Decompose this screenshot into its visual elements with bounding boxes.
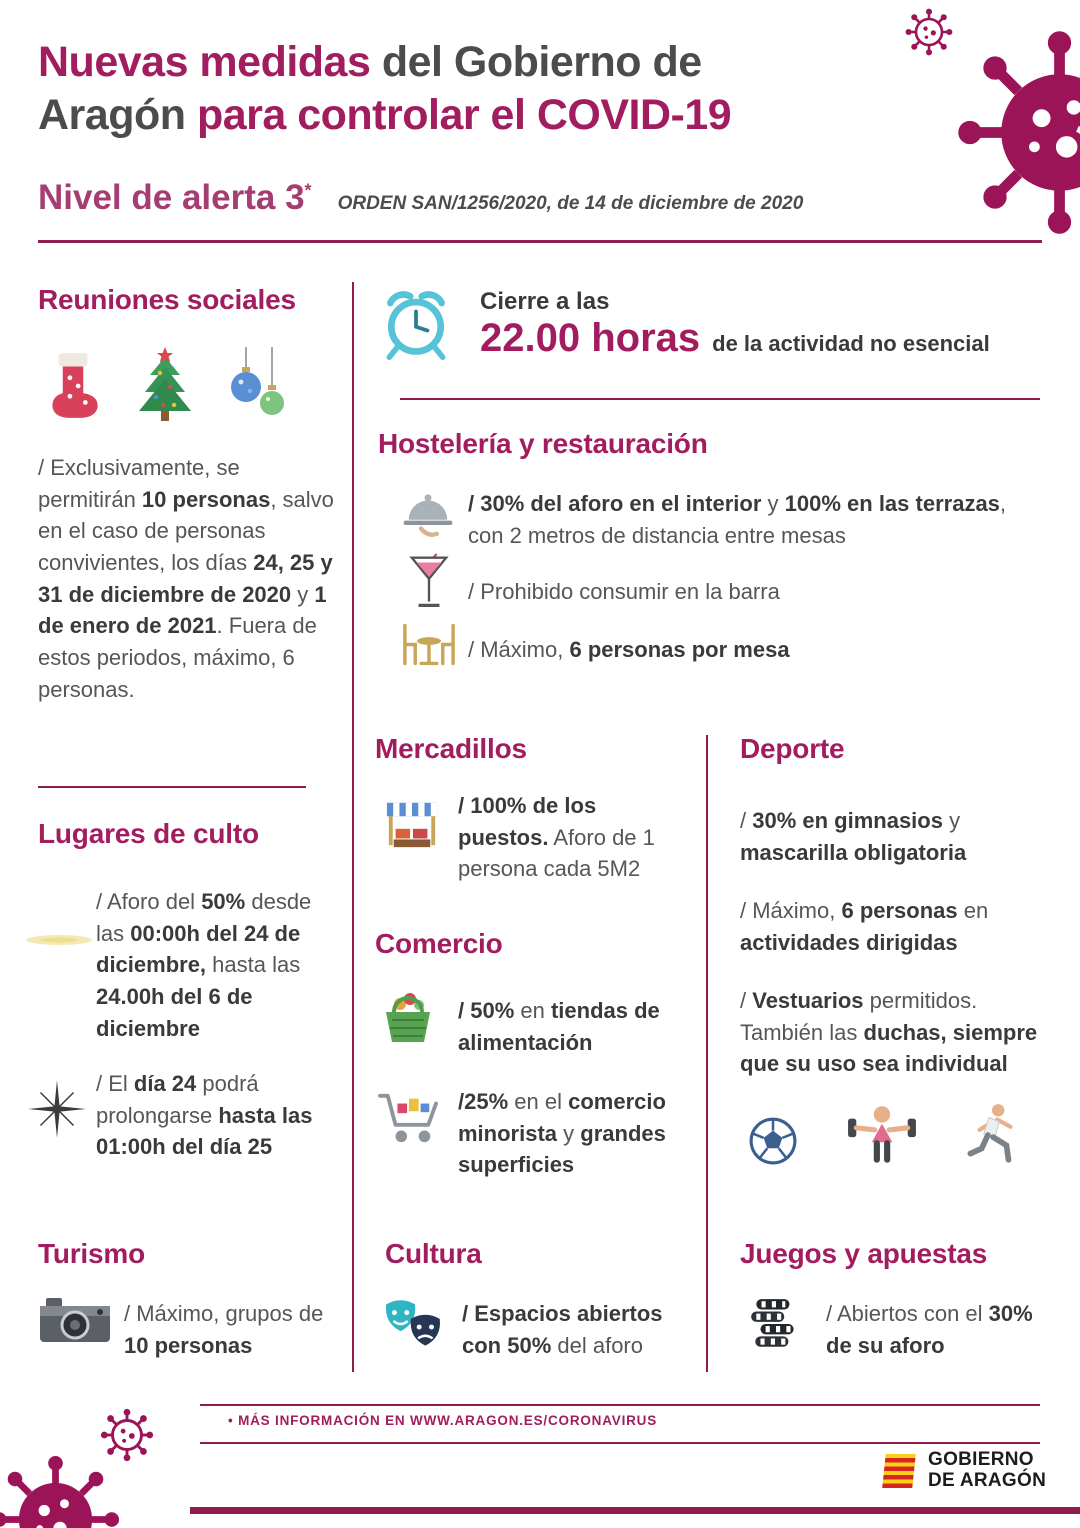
poker-chips-icon: [748, 1296, 804, 1354]
bottom-bar: [190, 1507, 1080, 1514]
hosteleria-text-3: / Máximo, 6 personas por mesa: [468, 637, 790, 662]
alert-asterisk: *: [304, 180, 312, 201]
alert-level: Nivel de alerta 3*: [38, 178, 312, 217]
order-reference: ORDEN SAN/1256/2020, de 14 de diciembre de 2020: [337, 193, 804, 214]
christmas-tree-icon: [130, 345, 200, 423]
section-heading-turismo: Turismo: [38, 1238, 145, 1269]
closing-rest: de la actividad no esencial: [712, 331, 990, 356]
title-bold-1: Nuevas medidas: [38, 38, 371, 86]
title-rest-1: del Gobierno de: [370, 38, 702, 86]
ornaments-icon: [226, 347, 290, 423]
grocery-basket-icon: [378, 988, 438, 1046]
section-heading-comercio: Comercio: [375, 928, 503, 959]
section-heading-deporte: Deporte: [740, 733, 845, 764]
section-heading-reuniones: Reuniones sociales: [38, 284, 296, 315]
culto-text-1: / Aforo del 50% desde las 00:00h del 24 de diciembre, hasta las 24.00h del 6 de diciembre: [96, 889, 312, 1041]
footer-divider-top: [200, 1404, 1040, 1406]
star-icon: [26, 1078, 88, 1140]
hosteleria-text-1: / 30% del aforo en el interior y 100% en las terrazas, con 2 metros de distancia entre mesas: [468, 491, 1007, 548]
closing-label: Cierre a las: [480, 288, 610, 315]
weightlifting-icon: [846, 1102, 918, 1166]
page-title: [38, 36, 908, 143]
section-heading-juegos: Juegos y apuestas: [740, 1238, 988, 1269]
mercadillos-text: / 100% de los puestos. Aforo de 1 persona cada 5M2: [458, 793, 655, 882]
market-stall-icon: [383, 797, 441, 851]
alarm-clock-icon: [378, 283, 454, 361]
light-flare-icon: [24, 928, 94, 952]
left-column-divider: [38, 786, 306, 788]
running-icon: [966, 1102, 1018, 1166]
virus-icon: [0, 1452, 123, 1528]
logo-text: GOBIERNO DE ARAGÓN: [928, 1449, 1047, 1491]
comercio-text-2: /25% en el comercio minorista y grandes superficies: [458, 1089, 666, 1178]
title-bold-2: para controlar el COVID-19: [196, 91, 732, 140]
table-chairs-icon: [398, 622, 460, 667]
hosteleria-text-2: / Prohibido consumir en la barra: [468, 579, 780, 604]
aragon-flag-icon: [878, 1452, 918, 1490]
alert-row: [38, 178, 803, 218]
deporte-text-2: / Máximo, 6 personas en actividades dirigidas: [740, 898, 989, 955]
deporte-text-1: / 30% en gimnasios y mascarilla obligatoria: [740, 808, 967, 865]
coronavirus-url-link[interactable]: WWW.ARAGON.ES/CORONAVIRUS: [410, 1413, 658, 1428]
title-rest-2: Aragón: [38, 91, 197, 140]
gobierno-aragon-logo: [878, 1450, 1046, 1492]
christmas-icons-row: [42, 345, 290, 423]
stocking-icon: [42, 349, 104, 423]
football-icon: [748, 1116, 798, 1166]
reuniones-text: / Exclusivamente, se permitirán 10 personas, salvo en el caso de personas convivientes, los días 24, 25 y 31 de diciembre de 2020 y 1 de enero de 2021. Fuera de estos periodos, máximo, 6 personas.: [38, 455, 334, 702]
vertical-divider-right: [706, 735, 708, 1372]
camera-icon: [38, 1296, 112, 1346]
closing-row: [480, 316, 990, 361]
cultura-text: / Espacios abiertos con 50% del aforo: [462, 1301, 663, 1358]
section-heading-hosteleria: Hostelería y restauración: [378, 428, 708, 459]
turismo-text: / Máximo, grupos de 10 personas: [124, 1301, 324, 1358]
virus-outline-icon: [903, 6, 955, 58]
theater-masks-icon: [380, 1296, 448, 1354]
sports-icons-row: [748, 1102, 1018, 1166]
deporte-text-3: / Vestuarios permitidos. También las duchas, siempre que su uso sea individual: [740, 988, 1038, 1077]
shopping-cart-icon: [378, 1090, 440, 1146]
culto-text-2: / El día 24 podrá prolongarse hasta las 01:00h del día 25: [96, 1071, 313, 1160]
footer-divider-bottom: [200, 1442, 1040, 1444]
juegos-text: / Abiertos con el 30% de su aforo: [826, 1301, 1033, 1358]
cocktail-icon: [408, 552, 450, 613]
vertical-divider-left: [352, 282, 354, 1372]
cloche-icon: [400, 490, 456, 539]
comercio-text-1: / 50% en tiendas de alimentación: [458, 998, 660, 1055]
section-heading-mercadillos: Mercadillos: [375, 733, 527, 764]
section-heading-culto: Lugares de culto: [38, 818, 259, 849]
footer-info: • MÁS INFORMACIÓN EN WWW.ARAGON.ES/CORONAVIRUS: [228, 1413, 658, 1428]
header-divider: [38, 240, 1042, 243]
closing-time: 22.00 horas: [480, 316, 701, 360]
virus-icon: [952, 25, 1080, 240]
closing-divider: [400, 398, 1040, 400]
section-heading-cultura: Cultura: [385, 1238, 482, 1269]
